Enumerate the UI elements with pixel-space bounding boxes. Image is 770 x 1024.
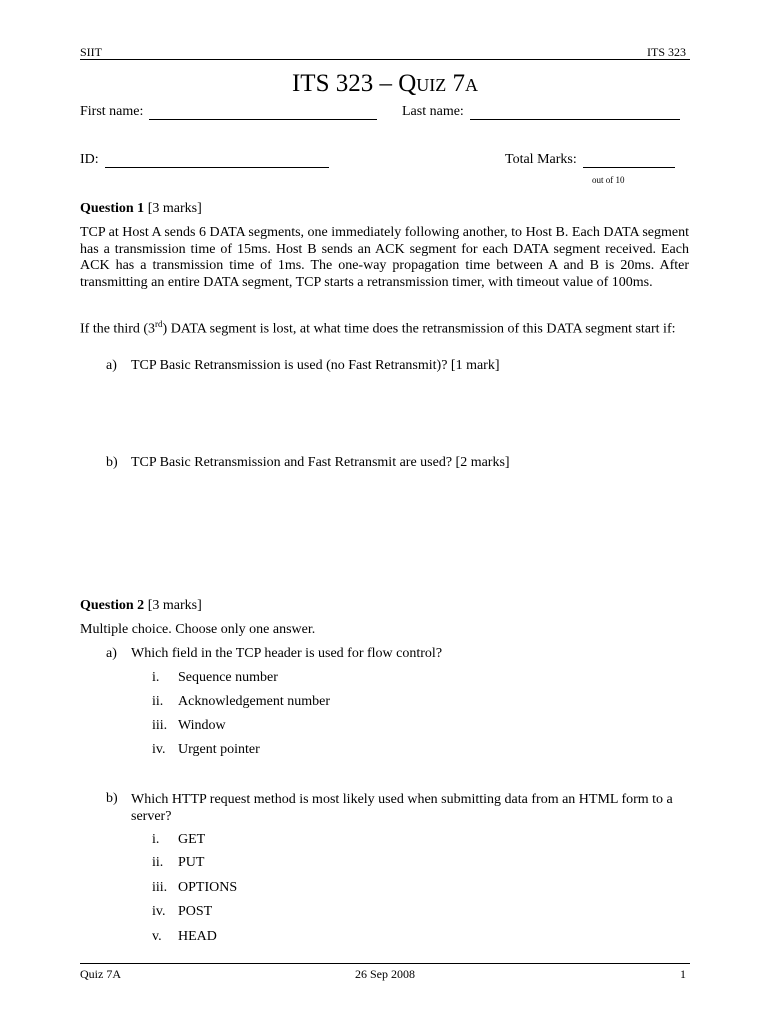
header-rule xyxy=(80,59,690,60)
option-2b-i[interactable] xyxy=(152,832,205,848)
option-2b-v[interactable] xyxy=(152,929,217,945)
question-2-marks: [3 marks] xyxy=(144,598,202,613)
prompt-sup: rd xyxy=(155,319,163,329)
option-2b-iii[interactable] xyxy=(152,880,237,896)
title-prefix: ITS 323 – xyxy=(291,70,399,97)
option-number: i. xyxy=(152,670,160,685)
title-q: Q xyxy=(398,70,417,97)
option-text: Sequence number xyxy=(178,670,278,685)
option-number: iv. xyxy=(152,742,166,757)
option-number: ii. xyxy=(152,694,164,709)
id-field[interactable] xyxy=(80,152,329,168)
option-2a-i[interactable] xyxy=(152,670,278,686)
option-number: iv. xyxy=(152,904,166,919)
last-name-field[interactable] xyxy=(402,104,680,120)
question-2a-letter: a) xyxy=(106,646,117,661)
prompt-after: ) DATA segment is lost, at what time does the retransmission of this DATA segment start if: xyxy=(162,321,676,337)
question-1b-letter: b) xyxy=(106,455,118,470)
question-2b-text: Which HTTP request method is most likely used when submitting data from an HTML form to a server? xyxy=(131,792,673,824)
header-right: ITS 323 xyxy=(647,45,686,59)
option-number: v. xyxy=(152,929,162,944)
option-2b-ii[interactable] xyxy=(152,855,204,871)
option-number: i. xyxy=(152,832,160,847)
question-1-label: Question 1 xyxy=(80,201,145,216)
title-uiz: UIZ xyxy=(416,75,447,95)
question-1-text: TCP at Host A sends 6 DATA segments, one immediately following another, to Host B. Each DATA segment has a transmission time of 15ms. Host B sends an ACK segment for each DATA segment received. Each ACK has a transmission time of 1ms. The one-way propagation time between A and B is 20ms. After transmitting an entire DATA segment, TCP starts a retransmission timer, with timeout value of 100ms. xyxy=(80,225,689,290)
page-title xyxy=(0,70,770,98)
question-2-heading xyxy=(80,598,202,614)
last-name-label: Last name: xyxy=(402,104,464,119)
footer-rule xyxy=(80,963,690,964)
title-a: A xyxy=(465,75,479,95)
total-marks-line[interactable] xyxy=(583,155,675,168)
option-text: Urgent pointer xyxy=(178,742,260,757)
option-number: iii. xyxy=(152,880,168,895)
question-1b-text: TCP Basic Retransmission and Fast Retransmit are used? [2 marks] xyxy=(131,455,510,470)
header-left: SIIT xyxy=(80,45,102,59)
option-text: Window xyxy=(178,718,226,733)
footer-center: 26 Sep 2008 xyxy=(355,967,415,981)
option-number: ii. xyxy=(152,855,164,870)
question-1a-letter: a) xyxy=(106,358,117,373)
total-marks-label: Total Marks: xyxy=(505,152,577,167)
footer-left: Quiz 7A xyxy=(80,967,121,981)
option-number: iii. xyxy=(152,718,168,733)
option-2a-ii[interactable] xyxy=(152,694,330,710)
option-text: OPTIONS xyxy=(178,880,238,895)
out-of-note: out of 10 xyxy=(592,175,625,185)
question-1-heading xyxy=(80,201,202,217)
id-line[interactable] xyxy=(105,155,329,168)
first-name-field[interactable] xyxy=(80,104,377,120)
question-2-label: Question 2 xyxy=(80,598,145,613)
title-seven: 7 xyxy=(446,70,466,97)
question-1-prompt xyxy=(80,316,689,338)
total-marks-field[interactable] xyxy=(505,152,675,168)
prompt-before: If the third (3 xyxy=(80,321,156,337)
option-text: GET xyxy=(178,832,206,847)
first-name-line[interactable] xyxy=(149,107,377,120)
option-2a-iii[interactable] xyxy=(152,718,226,734)
id-label: ID: xyxy=(80,152,99,167)
option-text: HEAD xyxy=(178,929,217,944)
question-1-marks: [3 marks] xyxy=(144,201,202,216)
option-text: PUT xyxy=(178,855,205,870)
first-name-label: First name: xyxy=(80,104,144,119)
option-text: Acknowledgement number xyxy=(178,694,331,709)
page-number: 1 xyxy=(680,967,686,981)
option-2b-iv[interactable] xyxy=(152,904,212,920)
question-2b-letter: b) xyxy=(106,791,118,806)
last-name-line[interactable] xyxy=(470,107,680,120)
question-2-intro: Multiple choice. Choose only one answer. xyxy=(80,622,316,637)
question-2a-text: Which field in the TCP header is used for flow control? xyxy=(131,646,443,661)
question-1a-text: TCP Basic Retransmission is used (no Fast Retransmit)? [1 mark] xyxy=(131,358,500,373)
option-text: POST xyxy=(178,904,213,919)
option-2a-iv[interactable] xyxy=(152,742,260,758)
